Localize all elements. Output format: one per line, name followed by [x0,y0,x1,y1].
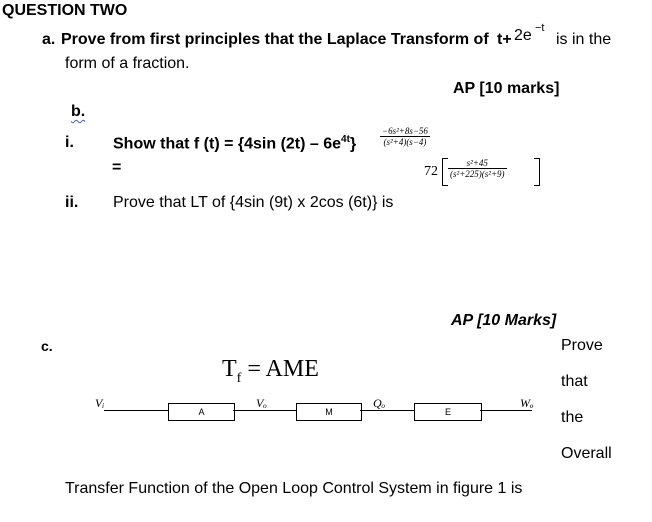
part-b-marks: AP [10 Marks] [451,312,557,329]
fraction-numerator: −6s²+8s−56 [382,126,428,136]
part-b-i-close: } [349,135,357,153]
fraction2-denominator: (s²+225)(s²+9) [450,169,505,179]
part-a-text-line2: form of a fraction. [65,55,190,72]
bracket-group [442,158,540,186]
part-a-expr-t: t+ [497,31,512,48]
part-b-ii-text: Prove that LT of {4sin (9t) x 2cos (6t)} is [113,194,394,211]
part-c-caption: Transfer Function of the Open Loop Control System in figure 1 is [65,480,523,497]
signal-label-vo: Vₒ [256,396,267,410]
transfer-formula [222,356,319,387]
fraction-denominator: (s²+4)(s−4) [383,137,427,147]
formula-subscript: f [236,370,242,386]
part-b-fraction-2 [448,158,507,179]
block-e-label: E [444,407,451,417]
block-a-label: A [198,407,205,417]
block-e [414,403,482,421]
part-b-i-statement [113,134,356,153]
part-b-i-label: i. [65,134,74,151]
part-b-i-exponent: 4t [341,134,350,145]
block-m-label: M [325,407,333,417]
wire-m-e [360,410,414,411]
formula-rest: = AME [241,356,319,382]
question-heading: QUESTION TWO [2,2,128,19]
part-c-label: c. [41,338,53,354]
part-b-i-text: Show that f (t) = {4sin (2t) – 6e [113,135,342,153]
wire-input [104,410,168,411]
part-a-expr-exponent: −t [535,22,545,34]
fraction2-numerator: s²+45 [466,158,488,168]
formula-t: T [222,356,237,382]
part-a-label: a. [42,31,56,48]
part-b-ii-label: ii. [65,194,79,211]
side-word-the: the [561,409,584,426]
part-a-marks: AP [10 marks] [453,80,560,97]
part-a-text-after: is in the [556,31,612,48]
part-b-label: b. [71,103,86,120]
block-m [296,403,362,421]
equals-sign: = [112,159,122,176]
block-a [168,403,235,421]
signal-label-vi: Vᵢ [95,396,105,410]
right-bracket [534,158,540,186]
side-word-prove: Prove [561,337,603,354]
part-a-expr-base: 2e [514,27,532,44]
side-word-that: that [561,373,588,390]
side-word-overall: Overall [561,445,612,462]
part-b-i-fraction [380,126,430,147]
signal-label-qo: Qₒ [373,396,386,410]
coefficient: 72 [424,164,438,179]
signal-label-wo: Wₒ [520,396,534,410]
part-a-text: Prove from first principles that the Laplace Transform of [61,31,489,48]
